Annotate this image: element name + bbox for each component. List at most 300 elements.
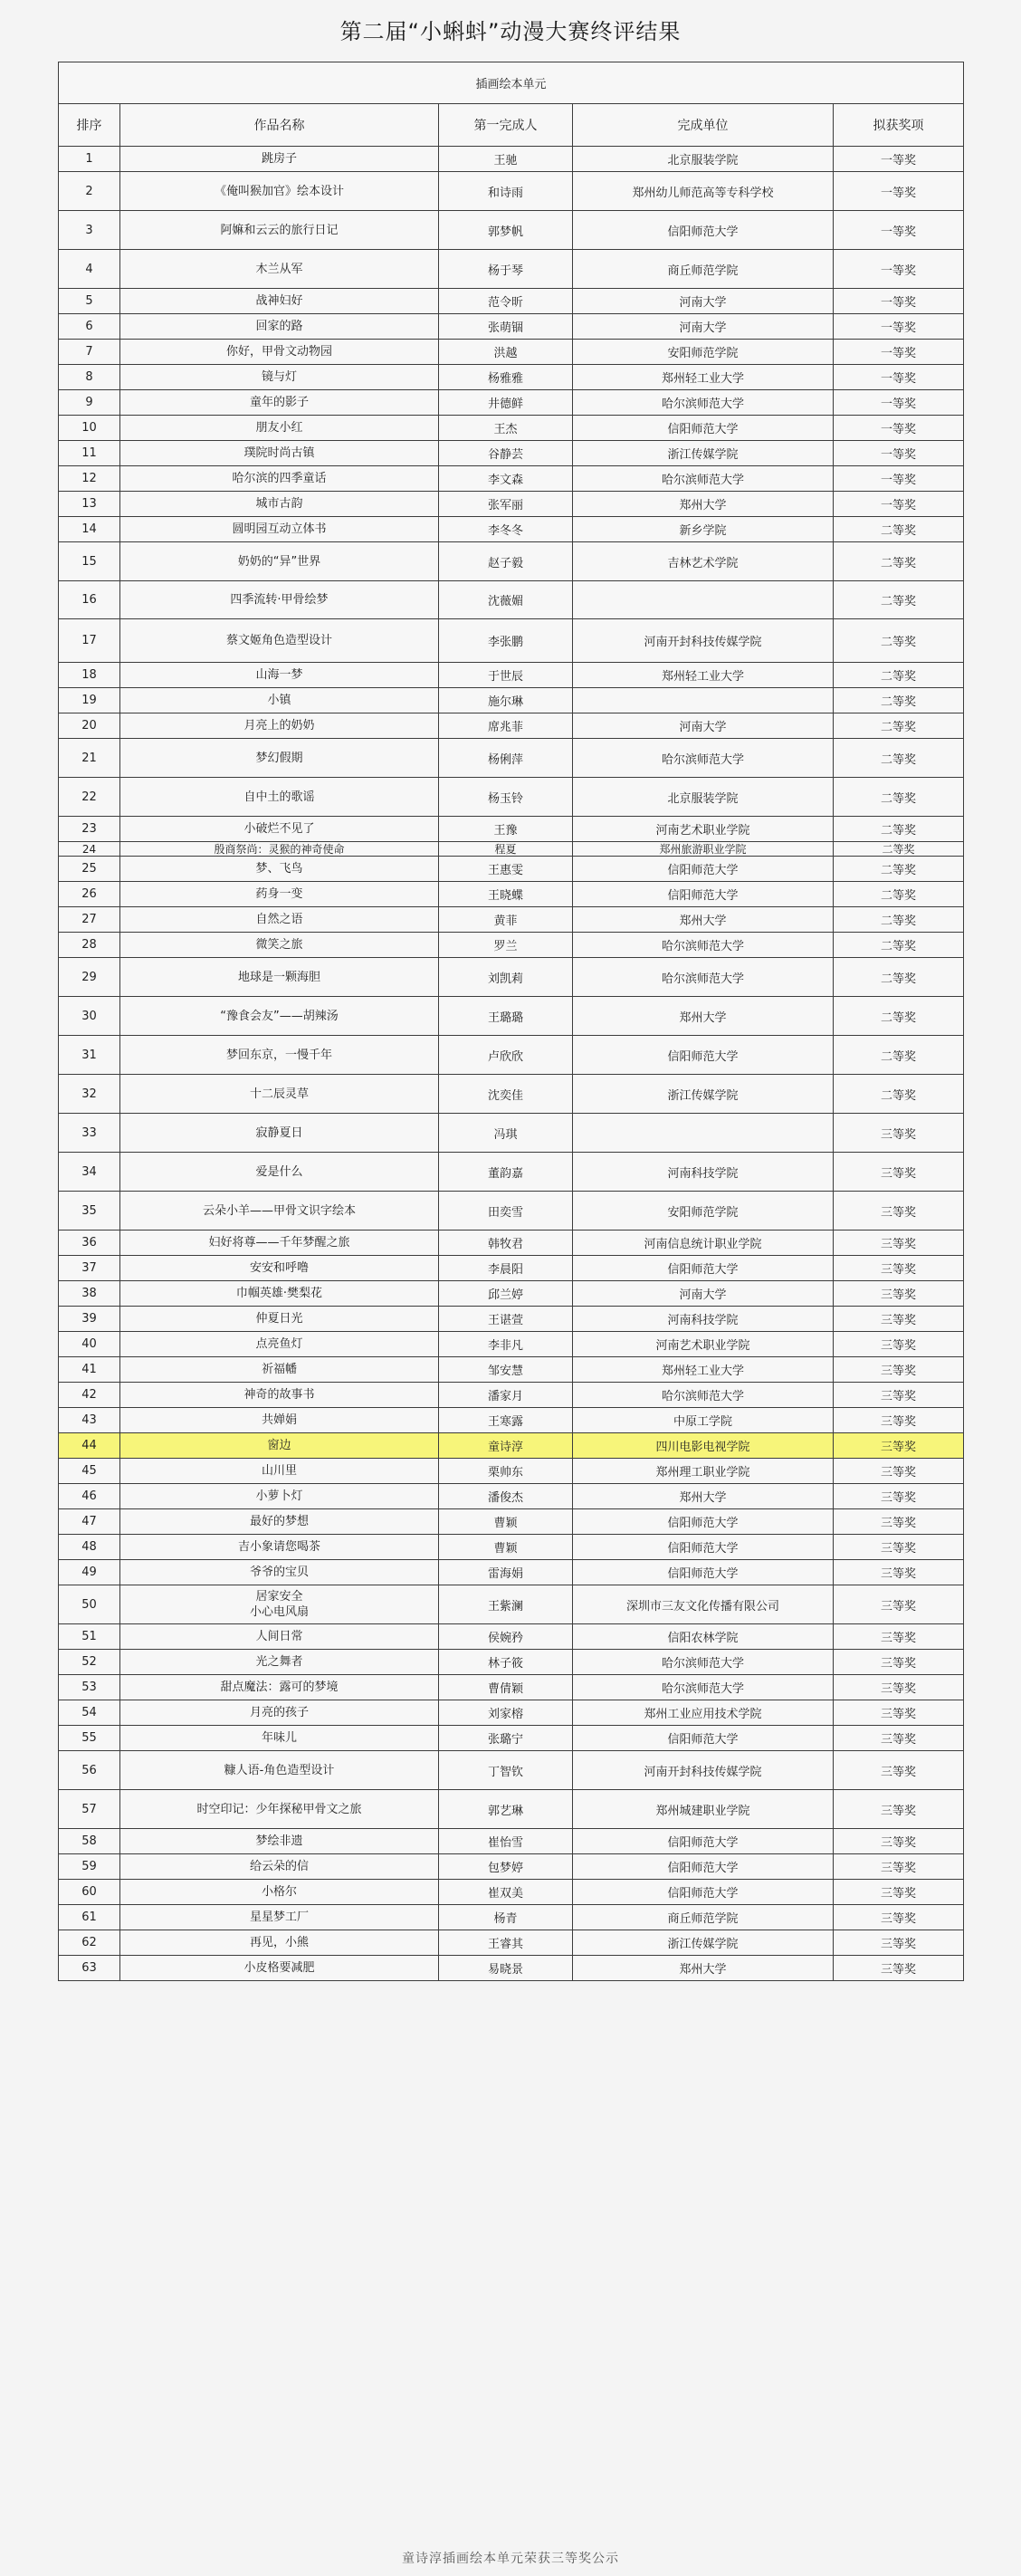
table-row <box>59 882 964 907</box>
cell-award: 二等奖 <box>834 688 964 713</box>
cell-institution: 河南科技学院 <box>573 1307 834 1332</box>
cell-rank: 56 <box>59 1751 120 1790</box>
table-row <box>59 739 964 778</box>
table-row <box>59 211 964 250</box>
cell-award: 一等奖 <box>834 147 964 172</box>
cell-award: 三等奖 <box>834 1560 964 1585</box>
column-header-work: 作品名称 <box>120 104 439 147</box>
cell-author: 侯婉矜 <box>439 1624 573 1650</box>
table-row <box>59 1854 964 1880</box>
cell-work-name: 再见，小熊 <box>120 1930 439 1956</box>
table-row <box>59 289 964 314</box>
cell-author: 曹颖 <box>439 1509 573 1535</box>
table-row <box>59 1829 964 1854</box>
cell-rank: 61 <box>59 1905 120 1930</box>
table-row <box>59 1790 964 1829</box>
table-row <box>59 713 964 739</box>
cell-work-name: 药身一变 <box>120 882 439 907</box>
cell-institution: 河南信息统计职业学院 <box>573 1231 834 1256</box>
cell-rank: 26 <box>59 882 120 907</box>
cell-author: 郭梦帆 <box>439 211 573 250</box>
cell-work-name: 梦回东京，一慢千年 <box>120 1036 439 1075</box>
cell-work-name: 蔡文姬角色造型设计 <box>120 619 439 663</box>
cell-work-name: 小镇 <box>120 688 439 713</box>
cell-work-name: 四季流转·甲骨绘梦 <box>120 581 439 619</box>
cell-work-name: 妇好将尊——千年梦醒之旅 <box>120 1231 439 1256</box>
table-row <box>59 1751 964 1790</box>
cell-work-name: 祈福幡 <box>120 1357 439 1383</box>
cell-author: 雷海娟 <box>439 1560 573 1585</box>
cell-award: 三等奖 <box>834 1854 964 1880</box>
cell-award: 二等奖 <box>834 663 964 688</box>
cell-author: 王驰 <box>439 147 573 172</box>
cell-author: 井德鲜 <box>439 390 573 416</box>
cell-institution: 郑州旅游职业学院 <box>573 842 834 857</box>
table-row <box>59 1509 964 1535</box>
cell-author: 王晓蝶 <box>439 882 573 907</box>
cell-institution: 吉林艺术学院 <box>573 542 834 581</box>
cell-work-name: 梦幻假期 <box>120 739 439 778</box>
cell-rank: 33 <box>59 1114 120 1153</box>
cell-institution: 信阳师范大学 <box>573 1560 834 1585</box>
cell-award: 三等奖 <box>834 1459 964 1484</box>
cell-work-name: 小皮格要减肥 <box>120 1956 439 1981</box>
cell-award: 二等奖 <box>834 997 964 1036</box>
table-row <box>59 1905 964 1930</box>
cell-award: 三等奖 <box>834 1624 964 1650</box>
cell-rank: 53 <box>59 1675 120 1700</box>
cell-award: 三等奖 <box>834 1484 964 1509</box>
cell-institution: 信阳师范大学 <box>573 1726 834 1751</box>
cell-author: 田奕雪 <box>439 1192 573 1231</box>
cell-institution: 信阳师范大学 <box>573 1880 834 1905</box>
cell-rank: 22 <box>59 778 120 817</box>
cell-award: 三等奖 <box>834 1956 964 1981</box>
cell-award: 三等奖 <box>834 1231 964 1256</box>
cell-award: 二等奖 <box>834 817 964 842</box>
cell-institution: 北京服装学院 <box>573 778 834 817</box>
table-row <box>59 1956 964 1981</box>
cell-award: 一等奖 <box>834 390 964 416</box>
table-row <box>59 1585 964 1624</box>
cell-award: 二等奖 <box>834 857 964 882</box>
table-row <box>59 441 964 466</box>
cell-institution: 哈尔滨师范大学 <box>573 1650 834 1675</box>
cell-author: 林子筱 <box>439 1650 573 1675</box>
cell-award: 一等奖 <box>834 441 964 466</box>
cell-institution: 河南开封科技传媒学院 <box>573 619 834 663</box>
cell-work-name: 跳房子 <box>120 147 439 172</box>
cell-author: 李晨阳 <box>439 1256 573 1281</box>
cell-author: 童诗淳 <box>439 1433 573 1459</box>
cell-rank: 28 <box>59 933 120 958</box>
cell-work-name: 梦绘非遗 <box>120 1829 439 1854</box>
cell-rank: 24 <box>59 842 120 857</box>
table-row <box>59 365 964 390</box>
cell-institution: 河南大学 <box>573 289 834 314</box>
cell-author: 王寒露 <box>439 1408 573 1433</box>
cell-rank: 21 <box>59 739 120 778</box>
table-row <box>59 778 964 817</box>
cell-work-name: 时空印记：少年探秘甲骨文之旅 <box>120 1790 439 1829</box>
cell-rank: 17 <box>59 619 120 663</box>
cell-author: 张璐宁 <box>439 1726 573 1751</box>
cell-author: 刘家榕 <box>439 1700 573 1726</box>
cell-author: 赵子毅 <box>439 542 573 581</box>
table-row <box>59 619 964 663</box>
cell-institution: 信阳师范大学 <box>573 1535 834 1560</box>
cell-work-name: 奶奶的“异”世界 <box>120 542 439 581</box>
cell-rank: 29 <box>59 958 120 997</box>
cell-award: 三等奖 <box>834 1790 964 1829</box>
cell-award: 二等奖 <box>834 1075 964 1114</box>
cell-work-name: 年味儿 <box>120 1726 439 1751</box>
cell-work-name: 神奇的故事书 <box>120 1383 439 1408</box>
cell-rank: 57 <box>59 1790 120 1829</box>
cell-institution: 深圳市三友文化传播有限公司 <box>573 1585 834 1624</box>
cell-award: 三等奖 <box>834 1281 964 1307</box>
cell-award: 一等奖 <box>834 492 964 517</box>
table-row <box>59 1408 964 1433</box>
cell-work-name: 圆明园互动立体书 <box>120 517 439 542</box>
cell-institution: 河南大学 <box>573 713 834 739</box>
cell-rank: 16 <box>59 581 120 619</box>
table-row <box>59 1560 964 1585</box>
cell-work-name: 寂静夏日 <box>120 1114 439 1153</box>
cell-author: 包梦婷 <box>439 1854 573 1880</box>
cell-author: 范令昕 <box>439 289 573 314</box>
cell-rank: 58 <box>59 1829 120 1854</box>
table-row <box>59 933 964 958</box>
cell-work-name: 点亮鱼灯 <box>120 1332 439 1357</box>
table-row <box>59 1484 964 1509</box>
table-row <box>59 997 964 1036</box>
cell-institution <box>573 688 834 713</box>
table-row <box>59 172 964 211</box>
cell-institution: 郑州大学 <box>573 1484 834 1509</box>
cell-institution: 信阳师范大学 <box>573 1256 834 1281</box>
cell-award: 二等奖 <box>834 517 964 542</box>
cell-work-name: 镜与灯 <box>120 365 439 390</box>
cell-rank: 13 <box>59 492 120 517</box>
cell-institution: 郑州轻工业大学 <box>573 365 834 390</box>
cell-work-name: 自中土的歌谣 <box>120 778 439 817</box>
cell-author: 董韵嘉 <box>439 1153 573 1192</box>
cell-award: 二等奖 <box>834 778 964 817</box>
cell-author: 李非凡 <box>439 1332 573 1357</box>
cell-author: 施尔琳 <box>439 688 573 713</box>
cell-institution: 哈尔滨师范大学 <box>573 1675 834 1700</box>
cell-author: 潘家月 <box>439 1383 573 1408</box>
cell-work-name: 小萝卜灯 <box>120 1484 439 1509</box>
cell-rank: 30 <box>59 997 120 1036</box>
table-row <box>59 1650 964 1675</box>
cell-author: 和诗雨 <box>439 172 573 211</box>
cell-institution: 河南大学 <box>573 1281 834 1307</box>
cell-institution: 信阳师范大学 <box>573 416 834 441</box>
cell-institution: 北京服装学院 <box>573 147 834 172</box>
table-row <box>59 542 964 581</box>
cell-author: 杨青 <box>439 1905 573 1930</box>
table-row <box>59 581 964 619</box>
table-row <box>59 663 964 688</box>
cell-rank: 23 <box>59 817 120 842</box>
table-row <box>59 1153 964 1192</box>
cell-award: 一等奖 <box>834 416 964 441</box>
cell-work-name: 月亮的孩子 <box>120 1700 439 1726</box>
cell-rank: 46 <box>59 1484 120 1509</box>
cell-rank: 44 <box>59 1433 120 1459</box>
cell-rank: 49 <box>59 1560 120 1585</box>
cell-award: 一等奖 <box>834 172 964 211</box>
cell-award: 一等奖 <box>834 289 964 314</box>
table-row <box>59 1192 964 1231</box>
cell-rank: 40 <box>59 1332 120 1357</box>
cell-work-name: 小破烂不见了 <box>120 817 439 842</box>
cell-author: 罗兰 <box>439 933 573 958</box>
cell-author: 王谌萱 <box>439 1307 573 1332</box>
cell-institution: 郑州幼儿师范高等专科学校 <box>573 172 834 211</box>
cell-institution: 商丘师范学院 <box>573 250 834 289</box>
cell-work-name: 梦、飞鸟 <box>120 857 439 882</box>
cell-rank: 19 <box>59 688 120 713</box>
cell-work-name: 人间日常 <box>120 1624 439 1650</box>
cell-author: 李文森 <box>439 466 573 492</box>
cell-author: 王惠雯 <box>439 857 573 882</box>
cell-award: 二等奖 <box>834 882 964 907</box>
table-row <box>59 1930 964 1956</box>
cell-author: 李冬冬 <box>439 517 573 542</box>
cell-award: 二等奖 <box>834 581 964 619</box>
table-row <box>59 1332 964 1357</box>
cell-rank: 34 <box>59 1153 120 1192</box>
cell-author: 卢欣欣 <box>439 1036 573 1075</box>
table-row <box>59 842 964 857</box>
column-header-rank: 排序 <box>59 104 120 147</box>
cell-work-name: 地球是一颗海胆 <box>120 958 439 997</box>
cell-author: 崔怡雪 <box>439 1829 573 1854</box>
cell-rank: 43 <box>59 1408 120 1433</box>
cell-rank: 15 <box>59 542 120 581</box>
cell-rank: 60 <box>59 1880 120 1905</box>
table-row <box>59 492 964 517</box>
table-row <box>59 1307 964 1332</box>
cell-author: 王睿其 <box>439 1930 573 1956</box>
cell-author: 潘俊杰 <box>439 1484 573 1509</box>
table-row <box>59 817 964 842</box>
cell-institution: 郑州大学 <box>573 997 834 1036</box>
cell-work-name: 战神妇好 <box>120 289 439 314</box>
cell-author: 曹倩颖 <box>439 1675 573 1700</box>
table-row <box>59 466 964 492</box>
cell-author: 于世辰 <box>439 663 573 688</box>
cell-rank: 1 <box>59 147 120 172</box>
cell-work-name: 云朵小羊——甲骨文识字绘本 <box>120 1192 439 1231</box>
cell-rank: 51 <box>59 1624 120 1650</box>
cell-award: 三等奖 <box>834 1256 964 1281</box>
cell-award: 三等奖 <box>834 1880 964 1905</box>
cell-author: 王璐璐 <box>439 997 573 1036</box>
cell-institution: 郑州轻工业大学 <box>573 663 834 688</box>
cell-institution: 信阳师范大学 <box>573 1509 834 1535</box>
table-row <box>59 314 964 340</box>
cell-work-name: 窗边 <box>120 1433 439 1459</box>
cell-award: 三等奖 <box>834 1585 964 1624</box>
table-row <box>59 1535 964 1560</box>
table-row <box>59 958 964 997</box>
table-row <box>59 517 964 542</box>
cell-work-name: 微笑之旅 <box>120 933 439 958</box>
cell-author: 杨俐萍 <box>439 739 573 778</box>
table-row <box>59 1075 964 1114</box>
cell-work-name: 甜点魔法：露可的梦境 <box>120 1675 439 1700</box>
cell-work-name: 《俺叫猴加官》绘本设计 <box>120 172 439 211</box>
cell-institution: 河南科技学院 <box>573 1153 834 1192</box>
cell-rank: 45 <box>59 1459 120 1484</box>
cell-rank: 11 <box>59 441 120 466</box>
cell-institution: 信阳师范大学 <box>573 211 834 250</box>
cell-author: 杨雅雅 <box>439 365 573 390</box>
cell-institution: 信阳师范大学 <box>573 1829 834 1854</box>
cell-work-name: 月亮上的奶奶 <box>120 713 439 739</box>
cell-rank: 48 <box>59 1535 120 1560</box>
cell-award: 一等奖 <box>834 466 964 492</box>
cell-author: 杨于琴 <box>439 250 573 289</box>
cell-work-name: 山川里 <box>120 1459 439 1484</box>
cell-institution: 安阳师范学院 <box>573 340 834 365</box>
cell-work-name: 山海一梦 <box>120 663 439 688</box>
cell-rank: 14 <box>59 517 120 542</box>
cell-author: 杨玉铃 <box>439 778 573 817</box>
cell-award: 三等奖 <box>834 1751 964 1790</box>
cell-rank: 6 <box>59 314 120 340</box>
cell-award: 二等奖 <box>834 713 964 739</box>
table-row <box>59 250 964 289</box>
cell-author: 邹安慧 <box>439 1357 573 1383</box>
section-title: 插画绘本单元 <box>59 62 964 104</box>
cell-institution: 新乡学院 <box>573 517 834 542</box>
table-row <box>59 857 964 882</box>
cell-award: 三等奖 <box>834 1332 964 1357</box>
cell-award: 三等奖 <box>834 1383 964 1408</box>
cell-rank: 3 <box>59 211 120 250</box>
cell-work-name: 糠人语-角色造型设计 <box>120 1751 439 1790</box>
table-row <box>59 1256 964 1281</box>
cell-award: 二等奖 <box>834 1036 964 1075</box>
cell-institution: 中原工学院 <box>573 1408 834 1433</box>
cell-award: 三等奖 <box>834 1153 964 1192</box>
cell-work-name: 城市古韵 <box>120 492 439 517</box>
cell-work-name: 朋友小红 <box>120 416 439 441</box>
table-row <box>59 147 964 172</box>
cell-institution: 哈尔滨师范大学 <box>573 466 834 492</box>
cell-institution: 哈尔滨师范大学 <box>573 1383 834 1408</box>
table-row <box>59 1281 964 1307</box>
table-row <box>59 1383 964 1408</box>
column-header-author: 第一完成人 <box>439 104 573 147</box>
cell-institution: 河南艺术职业学院 <box>573 817 834 842</box>
cell-rank: 25 <box>59 857 120 882</box>
cell-institution: 信阳师范大学 <box>573 1854 834 1880</box>
cell-award: 二等奖 <box>834 933 964 958</box>
cell-work-name: 仲夏日光 <box>120 1307 439 1332</box>
cell-institution: 河南开封科技传媒学院 <box>573 1751 834 1790</box>
cell-work-name: 童年的影子 <box>120 390 439 416</box>
cell-institution: 郑州大学 <box>573 492 834 517</box>
results-body <box>59 147 964 1981</box>
cell-rank: 41 <box>59 1357 120 1383</box>
cell-work-name: 回家的路 <box>120 314 439 340</box>
cell-work-name: 自然之语 <box>120 907 439 933</box>
cell-author: 王紫澜 <box>439 1585 573 1624</box>
cell-rank: 63 <box>59 1956 120 1981</box>
cell-rank: 27 <box>59 907 120 933</box>
cell-author: 曹颖 <box>439 1535 573 1560</box>
table-row <box>59 1231 964 1256</box>
cell-rank: 31 <box>59 1036 120 1075</box>
cell-rank: 55 <box>59 1726 120 1751</box>
cell-work-name: “豫食会友”——胡辣汤 <box>120 997 439 1036</box>
cell-award: 二等奖 <box>834 542 964 581</box>
table-row <box>59 1114 964 1153</box>
cell-institution: 河南大学 <box>573 314 834 340</box>
cell-author: 李张鹏 <box>439 619 573 663</box>
cell-author: 谷静芸 <box>439 441 573 466</box>
cell-author: 崔双美 <box>439 1880 573 1905</box>
cell-institution: 郑州轻工业大学 <box>573 1357 834 1383</box>
page-title: 第二届“小蝌蚪”动漫大赛终评结果 <box>339 18 682 44</box>
cell-institution: 四川电影电视学院 <box>573 1433 834 1459</box>
cell-award: 二等奖 <box>834 842 964 857</box>
cell-author: 黄菲 <box>439 907 573 933</box>
cell-author: 沈奕佳 <box>439 1075 573 1114</box>
cell-rank: 7 <box>59 340 120 365</box>
cell-work-name: 木兰从军 <box>120 250 439 289</box>
cell-award: 三等奖 <box>834 1675 964 1700</box>
cell-work-name: 阿嫲和云云的旅行日记 <box>120 211 439 250</box>
cell-work-name: 哈尔滨的四季童话 <box>120 466 439 492</box>
cell-institution: 信阳师范大学 <box>573 1036 834 1075</box>
table-row <box>59 1357 964 1383</box>
cell-award: 三等奖 <box>834 1829 964 1854</box>
cell-author: 易晓景 <box>439 1956 573 1981</box>
cell-author: 洪越 <box>439 340 573 365</box>
table-row <box>59 1726 964 1751</box>
cell-institution: 郑州工业应用技术学院 <box>573 1700 834 1726</box>
cell-author: 张军丽 <box>439 492 573 517</box>
cell-work-name: 爱是什么 <box>120 1153 439 1192</box>
cell-rank: 35 <box>59 1192 120 1231</box>
table-row <box>59 1880 964 1905</box>
table-row <box>59 1036 964 1075</box>
cell-institution: 郑州大学 <box>573 907 834 933</box>
cell-author: 邱兰婷 <box>439 1281 573 1307</box>
cell-institution: 河南艺术职业学院 <box>573 1332 834 1357</box>
cell-work-name: 居家安全 小心电风扇 <box>120 1585 439 1624</box>
cell-work-name: 璞院时尚古镇 <box>120 441 439 466</box>
cell-author: 丁智钦 <box>439 1751 573 1790</box>
cell-work-name: 光之舞者 <box>120 1650 439 1675</box>
cell-award: 二等奖 <box>834 907 964 933</box>
cell-award: 二等奖 <box>834 739 964 778</box>
cell-award: 三等奖 <box>834 1700 964 1726</box>
table-row <box>59 907 964 933</box>
cell-work-name: 星星梦工厂 <box>120 1905 439 1930</box>
cell-rank: 39 <box>59 1307 120 1332</box>
cell-institution: 哈尔滨师范大学 <box>573 739 834 778</box>
cell-award: 三等奖 <box>834 1650 964 1675</box>
cell-rank: 59 <box>59 1854 120 1880</box>
